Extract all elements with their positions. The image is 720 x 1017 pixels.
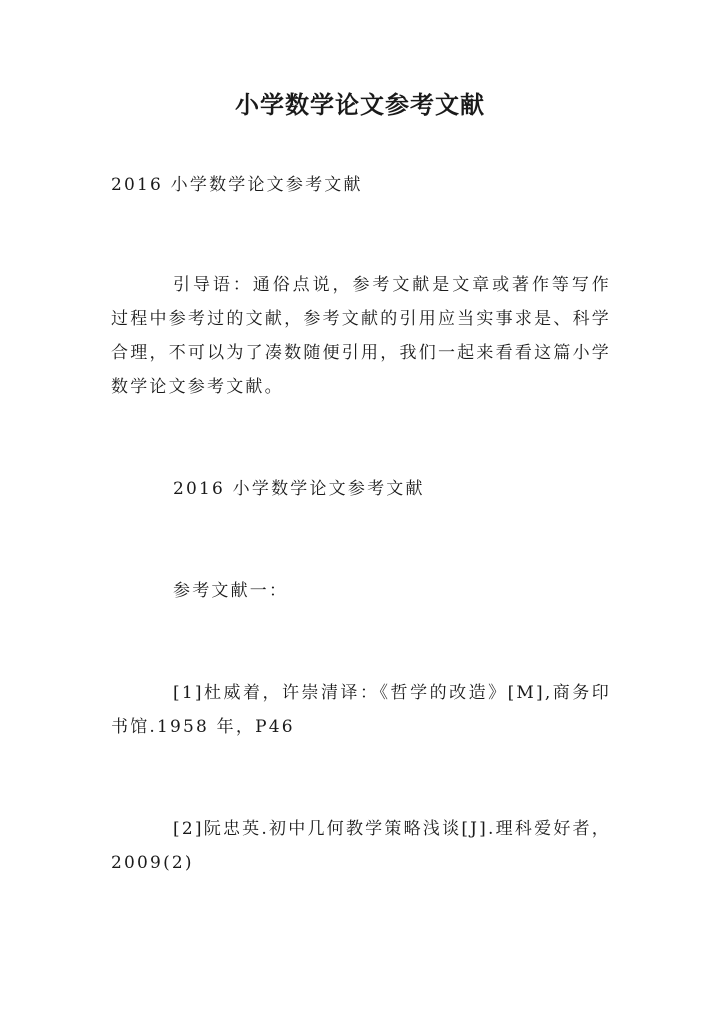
section-heading: 2016 小学数学论文参考文献 — [173, 479, 425, 499]
intro-paragraph: 引导语：通俗点说，参考文献是文章或著作等写作过程中参考过的文献，参考文献的引用应当实事求是、科学合理，不可以为了凑数随便引用，我们一起来看看这篇小学数学论文参考文献。 — [111, 275, 611, 397]
document-subtitle: 2016 小学数学论文参考文献 — [111, 175, 363, 195]
reference-item: [1]杜威着，许崇清译：《哲学的改造》[M],商务印书馆.1958 年，P46 — [111, 683, 611, 737]
reference-item: [2]阮忠英.初中几何教学策略浅谈[J].理科爱好者，2009(2) — [111, 819, 611, 873]
document-title: 小学数学论文参考文献 — [235, 90, 485, 119]
reference-group-heading: 参考文献一： — [173, 581, 289, 601]
